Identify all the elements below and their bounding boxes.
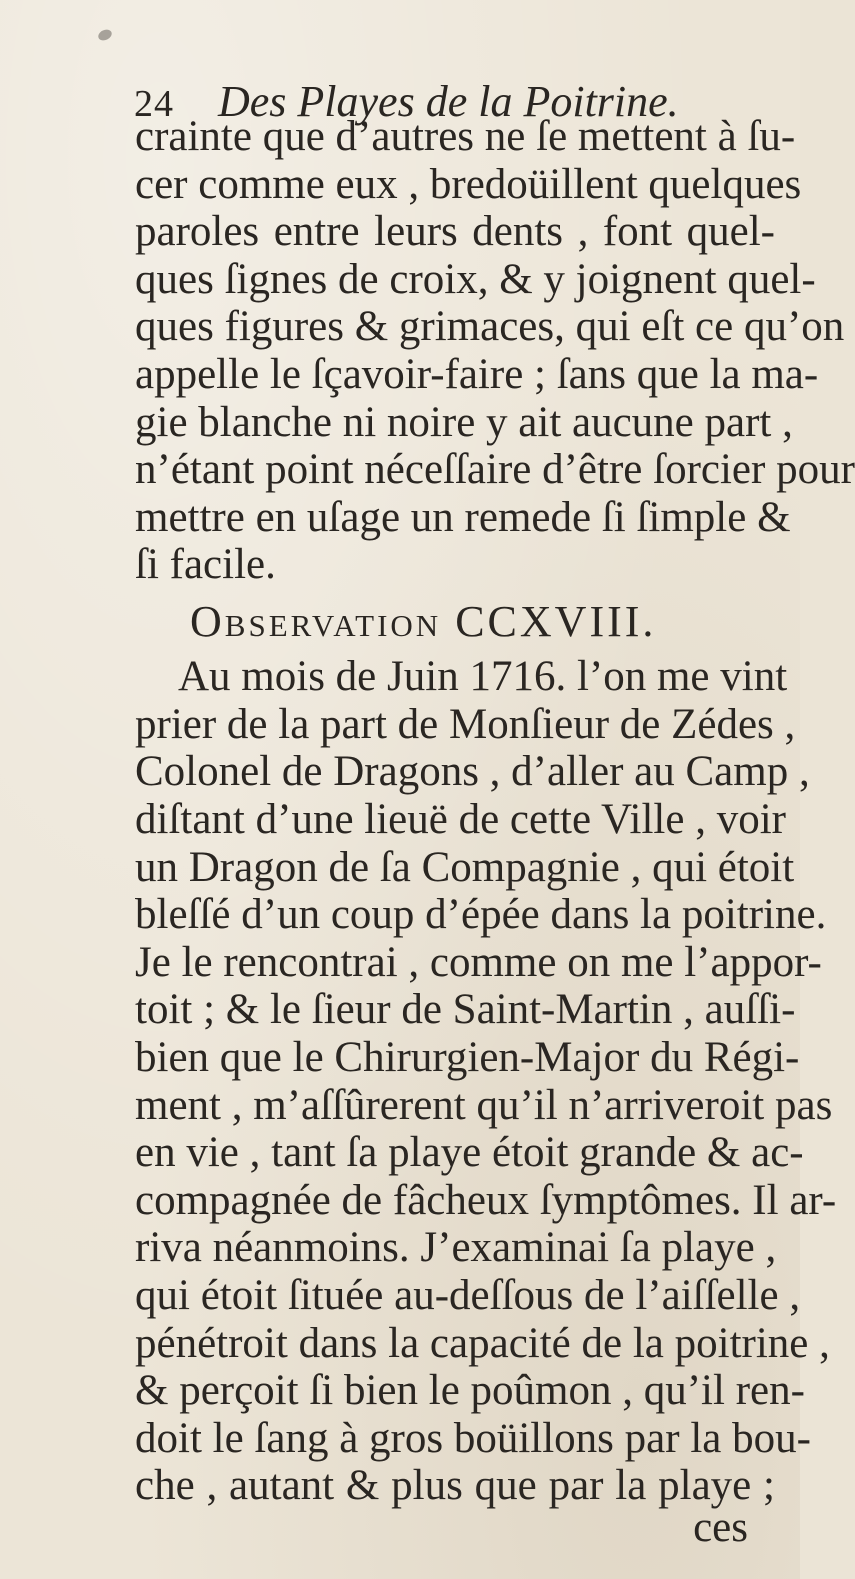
text-line: pénétroit dans la capacité de la poitrine , bbox=[135, 1319, 830, 1367]
text-line: doit le ſang à gros boüillons par la bou- bbox=[135, 1414, 811, 1462]
text-line: che , autant & plus que par la playe ; bbox=[135, 1462, 775, 1510]
text-line: ment , m’aſſûrerent qu’il n’arriveroit pas bbox=[135, 1081, 833, 1129]
text-line: appelle le ſçavoir-faire ; ſans que la ma- bbox=[135, 351, 819, 398]
text-line: toit ; & le ſieur de Saint-Martin , auſſi- bbox=[135, 986, 796, 1034]
text-line: bien que le Chirurgien-Major du Régi- bbox=[135, 1034, 800, 1082]
text-line: mettre en uſage un remede ſi ſimple & bbox=[135, 493, 791, 541]
text-line: gie blanche ni noire y ait aucune part , bbox=[135, 398, 793, 446]
text-line: ques figures & grimaces, qui eſt ce qu’on bbox=[135, 303, 845, 351]
text-line: Je le rencontrai , comme on me l’appor- bbox=[135, 938, 822, 986]
text-line: qui étoit ſituée au-deſſous de l’aiſſelle , bbox=[135, 1272, 801, 1320]
text-line: crainte que d’autres ne ſe mettent à ſu- bbox=[135, 113, 796, 160]
page-number: 24 bbox=[134, 83, 174, 125]
text-line: paroles entre leurs dents , font quel- bbox=[135, 208, 775, 256]
text-line: riva néanmoins. J’examinai ſa playe , bbox=[135, 1224, 777, 1272]
text-line: compagnée de fâcheux ſymptômes. Il ar- bbox=[135, 1176, 837, 1224]
text-line: ques ſignes de croix, & y joignent quel- bbox=[135, 255, 816, 303]
ink-speck bbox=[97, 28, 114, 43]
text-line: cer comme eux , bredoüillent quelques bbox=[135, 160, 802, 208]
observation-heading: Observation CCXVIII. bbox=[190, 597, 657, 646]
text-line: bleſſé d’un coup d’épée dans la poitrine. bbox=[135, 891, 827, 939]
text-line: en vie , tant ſa playe étoit grande & ac- bbox=[135, 1129, 804, 1177]
catchword: ces bbox=[693, 1504, 748, 1552]
text-line: n’étant point néceſſaire d’être ſorcier pour bbox=[135, 446, 855, 494]
text-line: Colonel de Dragons , d’aller au Camp , bbox=[135, 748, 810, 796]
text-line: un Dragon de ſa Compagnie , qui étoit bbox=[135, 843, 795, 891]
text-line: prier de la part de Monſieur de Zédes , bbox=[135, 700, 796, 748]
text-line: & perçoit ſi bien le poûmon , qu’il ren- bbox=[135, 1367, 805, 1415]
running-title: Des Playes de la Poitrine. bbox=[218, 77, 679, 126]
text-line: diſtant d’une lieuë de cette Ville , voir bbox=[135, 796, 786, 844]
text-line: Au mois de Juin 1716. l’on me vint bbox=[178, 653, 788, 701]
text-line: ſi facile. bbox=[135, 541, 276, 589]
